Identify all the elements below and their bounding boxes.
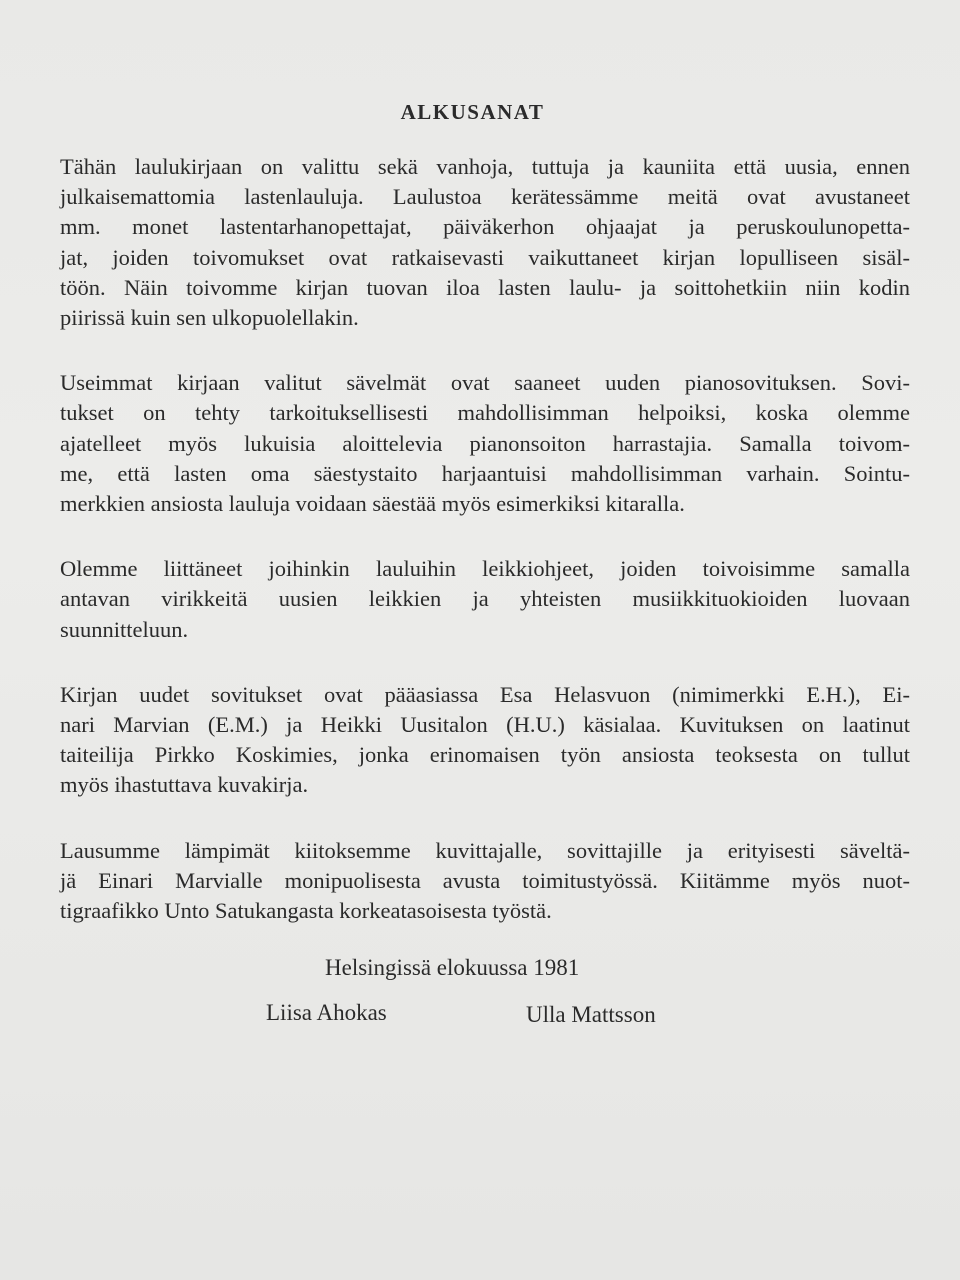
- text-line: jat, joiden toivomukset ovat ratkaisevasti vaikuttaneet kirjan lopulliseen sisäl-: [60, 244, 910, 270]
- text-line: ajatelleet myös lukuisia aloittelevia pianonsoiton harrastajia. Samalla toivom-: [60, 430, 910, 456]
- text-line: tigraafikko Unto Satukangasta korkeatasoisesta työstä.: [60, 898, 552, 924]
- page-title: ALKUSANAT: [400, 100, 545, 124]
- text-line: taiteilija Pirkko Koskimies, jonka erinomaisen työn ansiosta teoksesta on tullut: [60, 742, 910, 768]
- text-line: Tähän laulukirjaan on valittu sekä vanhoja, tuttuja ja kauniita että uusia, ennen: [60, 154, 910, 179]
- signature-name-1: Liisa Ahokas: [266, 1000, 387, 1025]
- text-line: nari Marvian (E.M.) ja Heikki Uusitalon (H.U.) käsialaa. Kuvituksen on laatinut: [60, 712, 910, 738]
- text-line: mm. monet lastentarhanopettajat, päiväkerhon ohjaajat ja peruskoulunopetta-: [60, 214, 910, 240]
- text-line: töön. Näin toivomme kirjan tuovan iloa lasten laulu- ja soittohetkiin niin kodin: [60, 274, 910, 300]
- text-line: me, että lasten oma säestystaito harjaantuisi mahdollisimman varhain. Sointu-: [60, 460, 910, 486]
- paragraph-2: [60, 368, 910, 519]
- place-and-date: Helsingissä elokuussa 1981: [325, 955, 580, 980]
- body-text: [60, 152, 910, 961]
- text-line: Useimmat kirjaan valitut sävelmät ovat saaneet uuden pianosovituksen. Sovi-: [60, 370, 910, 396]
- text-line: antavan virikkeitä uusien leikkien ja yhteisten musiikkituokioiden luovaan: [60, 586, 910, 612]
- paragraph-3: [60, 554, 910, 645]
- text-line: jä Einari Marvialle monipuolisesta avusta toimitustyössä. Kiitämme myös nuot-: [60, 867, 910, 893]
- paragraph-5: [60, 836, 910, 927]
- text-line: merkkien ansiosta lauluja voidaan säestää myös esimerkiksi kitaralla.: [60, 491, 685, 517]
- text-line: suunnitteluun.: [60, 616, 189, 642]
- signature-name-2: Ulla Mattsson: [526, 1002, 656, 1027]
- text-line: piirissä kuin sen ulkopuolellakin.: [60, 305, 359, 331]
- paragraph-4: [60, 680, 910, 801]
- text-line: myös ihastuttava kuvakirja.: [60, 772, 309, 798]
- text-line: Olemme liittäneet joihinkin lauluihin leikkiohjeet, joiden toivoisimme samalla: [60, 556, 910, 582]
- paragraph-1: [60, 152, 910, 333]
- text-line: tukset on tehty tarkoituksellisesti mahdollisimman helpoiksi, koska olemme: [60, 400, 910, 426]
- text-line: julkaisemattomia lastenlauluja. Laulustoa kerätessämme meitä ovat avustaneet: [60, 184, 910, 210]
- text-line: Kirjan uudet sovitukset ovat pääasiassa Esa Helasvuon (nimimerkki E.H.), Ei-: [60, 681, 910, 707]
- text-line: Lausumme lämpimät kiitoksemme kuvittajalle, sovittajille ja erityisesti säveltä-: [60, 837, 910, 863]
